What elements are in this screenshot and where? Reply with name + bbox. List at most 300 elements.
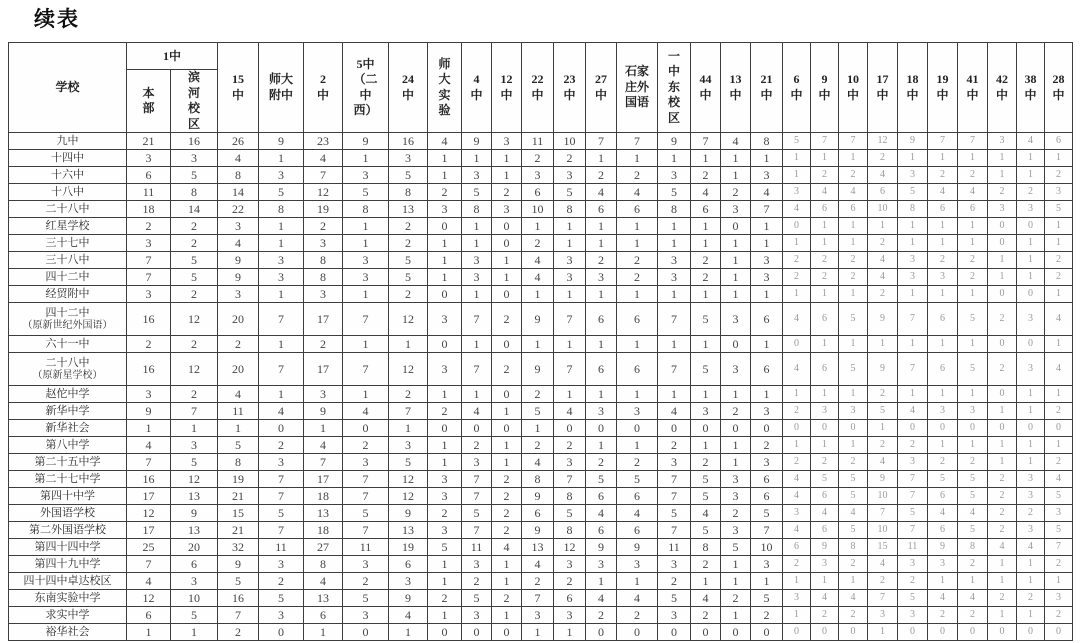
value-cell: 9 [259,133,304,150]
value-cell: 1 [586,386,617,403]
value-cell: 0 [1017,624,1045,641]
school-name-cell [9,201,127,218]
value-cell: 3 [304,286,343,303]
value-cell: 5 [958,471,988,488]
value-cell: 4 [928,184,958,201]
value-cell: 2 [691,269,721,286]
value-cell: 2 [343,573,389,590]
school-name: 外国语学校 [40,506,95,519]
value-cell: 6 [928,353,958,386]
value-cell: 6 [751,471,783,488]
value-cell: 4 [586,590,617,607]
value-cell: 4 [811,184,839,201]
value-cell: 0 [988,336,1017,353]
value-cell: 1 [462,336,492,353]
value-cell: 3 [492,133,522,150]
value-cell: 4 [522,556,554,573]
value-cell: 3 [988,133,1017,150]
value-cell: 2 [617,607,658,624]
value-cell: 1 [259,286,304,303]
value-cell: 4 [462,403,492,420]
value-cell: 13 [304,590,343,607]
value-cell: 5 [898,184,928,201]
value-cell: 7 [462,471,492,488]
value-cell: 1 [988,437,1017,454]
value-cell: 0 [988,420,1017,437]
value-cell: 1 [658,286,691,303]
column-header [839,43,868,133]
value-cell: 3 [259,167,304,184]
value-cell: 13 [304,505,343,522]
value-cell: 0 [259,420,304,437]
value-cell: 7 [898,471,928,488]
value-cell: 1 [721,252,751,269]
value-cell: 1 [958,336,988,353]
value-cell: 1 [304,624,343,641]
value-cell: 0 [811,420,839,437]
value-cell: 2 [389,286,428,303]
value-cell: 7 [898,303,928,336]
value-cell: 8 [898,201,928,218]
value-cell: 0 [492,286,522,303]
value-cell: 3 [751,403,783,420]
value-cell: 1 [691,386,721,403]
table-row [9,252,1073,269]
value-cell: 3 [127,386,171,403]
value-cell: 7 [127,454,171,471]
value-cell: 19 [389,539,428,556]
value-cell: 1 [721,269,751,286]
value-cell: 1 [958,218,988,235]
value-cell: 2 [988,488,1017,505]
value-cell: 4 [586,505,617,522]
value-cell: 2 [811,607,839,624]
value-cell: 0 [783,624,811,641]
value-cell: 18 [304,488,343,505]
value-cell: 13 [171,522,218,539]
value-cell: 6 [928,488,958,505]
column-header-label: 本部 [142,85,155,116]
value-cell: 5 [928,471,958,488]
school-name: 第二十七中学 [34,472,101,485]
value-cell: 5 [691,471,721,488]
value-cell: 1 [127,420,171,437]
column-header-label: 10中 [846,72,859,102]
value-cell: 6 [958,201,988,218]
value-cell: 7 [658,353,691,386]
value-cell: 6 [586,201,617,218]
value-cell: 6 [127,607,171,624]
value-cell: 1 [428,235,462,252]
value-cell: 1 [554,286,586,303]
value-cell: 1 [783,437,811,454]
value-cell: 0 [259,624,304,641]
value-cell: 2 [898,573,928,590]
value-cell: 0 [691,420,721,437]
value-cell: 4 [783,471,811,488]
value-cell: 7 [839,133,868,150]
value-cell: 4 [783,522,811,539]
value-cell: 8 [218,167,259,184]
value-cell: 3 [1045,590,1073,607]
value-cell: 3 [462,556,492,573]
value-cell: 0 [428,624,462,641]
school-name-cell [9,167,127,184]
value-cell: 8 [171,184,218,201]
value-cell: 5 [1045,201,1073,218]
value-cell: 6 [811,353,839,386]
school-name: 三十八中 [45,253,90,266]
value-cell: 0 [751,624,783,641]
value-cell: 1 [751,218,783,235]
value-cell: 2 [751,607,783,624]
value-cell: 1 [522,286,554,303]
value-cell: 9 [617,539,658,556]
value-cell: 1 [958,150,988,167]
column-header [462,43,492,133]
value-cell: 3 [462,269,492,286]
value-cell: 9 [389,590,428,607]
table-row [9,607,1073,624]
value-cell: 5 [839,522,868,539]
value-cell: 2 [988,522,1017,539]
value-cell: 6 [1045,133,1073,150]
value-cell: 3 [658,269,691,286]
value-cell: 0 [428,336,462,353]
value-cell: 1 [958,286,988,303]
value-cell: 2 [259,573,304,590]
value-cell: 2 [839,607,868,624]
value-cell: 7 [343,488,389,505]
value-cell: 1 [428,607,462,624]
value-cell: 1 [428,167,462,184]
value-cell: 2 [868,386,898,403]
value-cell: 0 [586,420,617,437]
column-header [721,43,751,133]
value-cell: 5 [839,471,868,488]
value-cell: 1 [751,150,783,167]
value-cell: 5 [839,488,868,505]
value-cell: 2 [868,150,898,167]
value-cell: 5 [658,590,691,607]
value-cell: 16 [218,590,259,607]
value-cell: 1 [1045,218,1073,235]
value-cell: 4 [218,386,259,403]
value-cell: 3 [658,556,691,573]
value-cell: 2 [811,269,839,286]
value-cell: 4 [868,454,898,471]
value-cell: 5 [259,184,304,201]
value-cell: 1 [1017,386,1045,403]
value-cell: 2 [522,235,554,252]
value-cell: 3 [171,150,218,167]
value-cell: 3 [462,167,492,184]
value-cell: 17 [304,471,343,488]
value-cell: 1 [462,386,492,403]
value-cell: 4 [928,505,958,522]
value-cell: 1 [721,454,751,471]
value-cell: 0 [839,624,868,641]
column-header [617,43,658,133]
value-cell: 1 [811,286,839,303]
value-cell: 1 [1045,386,1073,403]
value-cell: 10 [868,201,898,218]
value-cell: 12 [171,303,218,336]
value-cell: 12 [304,184,343,201]
value-cell: 2 [492,522,522,539]
value-cell: 1 [988,556,1017,573]
value-cell: 0 [958,624,988,641]
value-cell: 2 [868,286,898,303]
school-name-cell [9,133,127,150]
value-cell: 16 [127,353,171,386]
value-cell: 1 [389,336,428,353]
value-cell: 4 [811,590,839,607]
value-cell: 6 [522,184,554,201]
value-cell: 3 [1017,522,1045,539]
value-cell: 3 [462,607,492,624]
value-cell: 3 [218,218,259,235]
value-cell: 4 [721,133,751,150]
value-cell: 6 [928,522,958,539]
value-cell: 2 [492,471,522,488]
value-cell: 1 [658,150,691,167]
value-cell: 3 [343,556,389,573]
value-cell: 1 [617,336,658,353]
value-cell: 0 [928,420,958,437]
value-cell: 14 [218,184,259,201]
value-cell: 2 [617,252,658,269]
value-cell: 1 [428,252,462,269]
table-row [9,505,1073,522]
value-cell: 2 [554,150,586,167]
value-cell: 7 [259,303,304,336]
value-cell: 2 [617,269,658,286]
value-cell: 1 [751,286,783,303]
value-cell: 8 [554,522,586,539]
value-cell: 9 [928,539,958,556]
value-cell: 1 [171,420,218,437]
value-cell: 1 [988,269,1017,286]
value-cell: 1 [343,218,389,235]
value-cell: 2 [1045,403,1073,420]
value-cell: 7 [462,353,492,386]
value-cell: 1 [586,286,617,303]
table-row [9,150,1073,167]
value-cell: 2 [304,336,343,353]
value-cell: 2 [839,252,868,269]
table-row [9,218,1073,235]
value-cell: 3 [898,454,928,471]
value-cell: 2 [839,167,868,184]
value-cell: 2 [586,607,617,624]
table-row [9,488,1073,505]
value-cell: 2 [928,454,958,471]
school-name-cell [9,437,127,454]
value-cell: 11 [898,539,928,556]
school-name: 赵佗中学 [45,387,90,400]
value-cell: 1 [617,218,658,235]
value-cell: 3 [1017,471,1045,488]
value-cell: 3 [617,556,658,573]
value-cell: 4 [617,590,658,607]
value-cell: 7 [343,522,389,539]
value-cell: 1 [783,386,811,403]
table-row [9,235,1073,252]
value-cell: 2 [462,573,492,590]
value-cell: 0 [988,624,1017,641]
value-cell: 10 [554,133,586,150]
column-header-label: 38中 [1024,72,1037,102]
value-cell: 4 [218,235,259,252]
value-cell: 1 [1017,150,1045,167]
value-cell: 2 [259,437,304,454]
value-cell: 19 [304,201,343,218]
value-cell: 0 [1045,420,1073,437]
column-header-label: 12中 [500,72,513,102]
value-cell: 7 [898,522,928,539]
value-cell: 0 [751,420,783,437]
value-cell: 1 [127,624,171,641]
value-cell: 1 [868,336,898,353]
value-cell: 1 [783,235,811,252]
value-cell: 4 [691,590,721,607]
value-cell: 1 [1017,403,1045,420]
value-cell: 5 [721,539,751,556]
value-cell: 7 [304,167,343,184]
value-cell: 1 [586,218,617,235]
school-name-cell [9,403,127,420]
value-cell: 1 [1017,437,1045,454]
value-cell: 17 [127,488,171,505]
value-cell: 1 [721,386,751,403]
value-cell: 1 [343,336,389,353]
value-cell: 0 [492,420,522,437]
value-cell: 1 [343,235,389,252]
table-row [9,386,1073,403]
value-cell: 0 [721,336,751,353]
value-cell: 3 [958,403,988,420]
value-cell: 8 [304,269,343,286]
value-cell: 1 [898,286,928,303]
value-cell: 7 [658,471,691,488]
value-cell: 6 [783,539,811,556]
value-cell: 0 [721,420,751,437]
value-cell: 3 [721,303,751,336]
value-cell: 1 [751,386,783,403]
school-name-cell [9,353,127,386]
column-header [343,43,389,133]
value-cell: 22 [218,201,259,218]
school-name-cell [9,624,127,641]
value-cell: 2 [958,167,988,184]
value-cell: 7 [343,353,389,386]
value-cell: 3 [389,150,428,167]
value-cell: 12 [171,471,218,488]
value-cell: 1 [721,235,751,252]
value-cell: 1 [691,218,721,235]
value-cell: 6 [617,201,658,218]
value-cell: 2 [721,590,751,607]
value-cell: 1 [783,167,811,184]
value-cell: 1 [389,624,428,641]
value-cell: 7 [928,133,958,150]
value-cell: 4 [958,184,988,201]
value-cell: 4 [691,505,721,522]
value-cell: 0 [783,336,811,353]
value-cell: 1 [259,218,304,235]
value-cell: 1 [492,269,522,286]
value-cell: 5 [811,471,839,488]
school-name-cell [9,539,127,556]
value-cell: 8 [389,184,428,201]
value-cell: 2 [988,471,1017,488]
value-cell: 6 [617,488,658,505]
value-cell: 2 [127,336,171,353]
value-cell: 4 [839,590,868,607]
value-cell: 3 [462,454,492,471]
school-name-cell [9,269,127,286]
value-cell: 1 [958,235,988,252]
value-cell: 1 [811,235,839,252]
value-cell: 0 [492,386,522,403]
value-cell: 0 [492,624,522,641]
value-cell: 3 [1017,488,1045,505]
subcolumn-header [171,70,218,133]
value-cell: 32 [218,539,259,556]
value-cell: 1 [988,167,1017,184]
value-cell: 9 [522,522,554,539]
value-cell: 1 [691,150,721,167]
value-cell: 4 [492,539,522,556]
value-cell: 4 [522,269,554,286]
value-cell: 1 [428,150,462,167]
value-cell: 1 [428,386,462,403]
value-cell: 11 [259,539,304,556]
value-cell: 2 [492,303,522,336]
school-name-cell [9,522,127,539]
value-cell: 1 [343,286,389,303]
value-cell: 3 [721,353,751,386]
value-cell: 3 [811,403,839,420]
column-header [1045,43,1073,133]
value-cell: 6 [751,303,783,336]
table-row [9,286,1073,303]
school-name-cell [9,252,127,269]
value-cell: 5 [1045,522,1073,539]
value-cell: 6 [127,167,171,184]
value-cell: 20 [218,303,259,336]
value-cell: 3 [343,454,389,471]
value-cell: 1 [462,150,492,167]
value-cell: 4 [868,167,898,184]
value-cell: 2 [492,590,522,607]
value-cell: 1 [958,437,988,454]
value-cell: 3 [691,403,721,420]
value-cell: 1 [721,556,751,573]
value-cell: 3 [721,201,751,218]
column-header-label: 滨河校区 [187,70,200,131]
value-cell: 3 [586,556,617,573]
value-cell: 2 [586,454,617,471]
value-cell: 3 [928,269,958,286]
value-cell: 10 [868,488,898,505]
value-cell: 1 [492,556,522,573]
value-cell: 2 [988,303,1017,336]
value-cell: 1 [691,437,721,454]
value-cell: 5 [171,252,218,269]
value-cell: 5 [171,269,218,286]
